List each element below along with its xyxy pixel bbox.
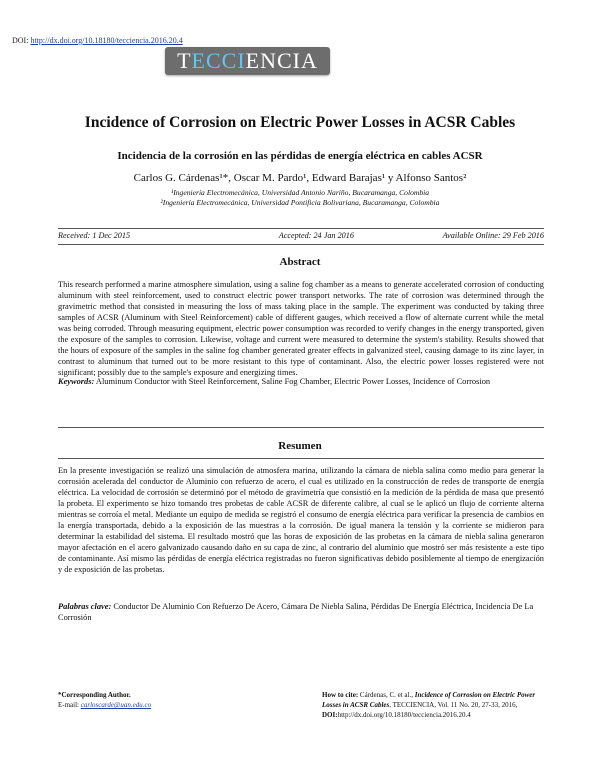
doi-link[interactable]: http://dx.doi.org/10.18180/tecciencia.2016.20.4 xyxy=(30,36,183,45)
journal-logo xyxy=(165,47,330,75)
corresponding-author xyxy=(58,690,258,710)
logo-text: TECCIENCIA xyxy=(177,48,318,73)
abstract-text: This research performed a marine atmosphere simulation, using a saline fog chamber as a means to generate accelerated corrosion of conducting aluminum with steel reinforcement, used to construct electric power transport networks. The rate of corrosion was determined through the gravimetric method that consisted in measuring the loss of mass taking place in the sample. The experiment was conducted by taking three samples of ACSR (Aluminum with Steel Reinforcement) cable of different gauges, which received a flow of alternate current while the metal was being corroded. Through measuring equipment, electric power consumption was recorded to verify changes in the energy transported, given the exposure of the samples to corrosion. Likewise, voltage and current were measured to determine the system's stability. Results showed that the hours of exposure of the samples in the saline fog chamber generated greater effects in galvanized steel, causing damage to its zinc layer, in contrast to aluminum that turned out to be more resistant to this type of contaminant. Also, the electric power losses registered were not significant; possibly due to the sample's exposure and energizing times. xyxy=(58,280,544,377)
accepted-date: Accepted: 24 Jan 2016 xyxy=(278,231,354,240)
how-to-cite: How to cite: Cárdenas, C. et al., Incidence of Corrosion on Electric Power Losses in ACSR Cables, TECCIENCIA, Vol. 11 No. 20, 27-33, 2016, DOI:http://dx.doi.org/10.18180/tecciencia.2016.20.4 xyxy=(322,691,536,719)
palabras-clave-label: Palabras clave: xyxy=(58,602,112,611)
cite-title: Incidence of Corrosion on Electric Power Losses in ACSR Cables xyxy=(322,691,536,709)
doi-prefix: DOI: xyxy=(12,36,31,45)
doi-line xyxy=(12,36,183,45)
resumen-rule-top xyxy=(58,427,544,428)
cite-doi: http://dx.doi.org/10.18180/tecciencia.2016.20.4 xyxy=(337,711,471,719)
keywords-label: Keywords: xyxy=(58,377,95,386)
cite-label: How to cite: xyxy=(322,691,359,699)
email-link[interactable]: carloscarde@uan.edu.co xyxy=(80,701,152,709)
abstract-heading: Abstract xyxy=(279,256,321,268)
dates-row xyxy=(58,231,544,240)
paper-subtitle: Incidencia de la corrosión en las pérdidas de energía eléctrica en cables ACSR xyxy=(117,150,483,162)
abstract-keywords xyxy=(58,376,544,387)
author-list: Carlos G. Cárdenas¹*, Oscar M. Pardo¹, Edward Barajas¹ y Alfonso Santos² xyxy=(133,172,467,184)
paper-title: Incidence of Corrosion on Electric Power Losses in ACSR Cables xyxy=(84,114,516,131)
online-date: Available Online: 29 Feb 2016 xyxy=(442,231,544,240)
resumen-keywords xyxy=(58,601,544,623)
keywords-text: Aluminum Conductor with Steel Reinforcement, Saline Fog Chamber, Electric Power Losses, Incidence of Corrosion xyxy=(94,377,491,386)
resumen-rule-bottom xyxy=(58,458,544,459)
corresponding-label: *Corresponding Author. xyxy=(58,691,131,699)
resumen-text: En la presente investigación se realizó una simulación de atmosfera marina, utilizando la cámara de niebla salina como medio para generar la corrosión acelerada del conductor de Aluminio con refuerzo de acero, el cual es utilizado en la construcción de redes de transporte de energía eléctrica. La velocidad de corrosión se determinó por el método de gravimetría que consistió en la medición de la pérdida de masa que presentó la probeta. El experimento se hizo tomando tres probetas de cable ACSR de diferente calibre, al cual se le aplicó un flujo de corriente alterna mientras se corroía el metal. Mediante un equipo de medida se registró el consumo de energía eléctrica para verificar la presencia de cambios en la energía transportada, debido a la exposición de las muestras a la corrosión. De igual manera la tensión y la corriente se midieron para determinar la estabilidad del sistema. El resultado mostró que las horas de exposición de las probetas en la cámara de niebla salina generaron mayor afectación en el acero galvanizado causando daño en su capa de zinc, al contrario del aluminio que mostró ser más resistente a este tipo de contaminante. Así mismo las pérdidas de energía eléctrica registradas no fueron significativas debido posiblemente al tiempo de energización y de exposición de las probetas. xyxy=(58,466,544,574)
dates-rule-top xyxy=(58,228,544,229)
resumen-heading: Resumen xyxy=(278,440,322,452)
affiliation-2: ²Ingeniería Electromecánica, Universidad Pontificia Bolivariana, Bucaramanga, Colombia xyxy=(160,198,440,207)
email-line: E-mail: carloscarde@uan.edu.co xyxy=(58,701,152,709)
dates-rule-bottom xyxy=(58,244,544,245)
affiliation-1: ¹Ingeniería Electromecánica, Universidad Antonio Nariño, Bucaramanga, Colombia xyxy=(170,188,430,197)
received-date: Received: 1 Dec 2015 xyxy=(58,231,131,240)
palabras-clave-text: Conductor De Aluminio Con Refuerzo De Acero, Cámara De Niebla Salina, Pérdidas De Energía Eléctrica, Incidencia De La Corrosión xyxy=(58,602,534,622)
